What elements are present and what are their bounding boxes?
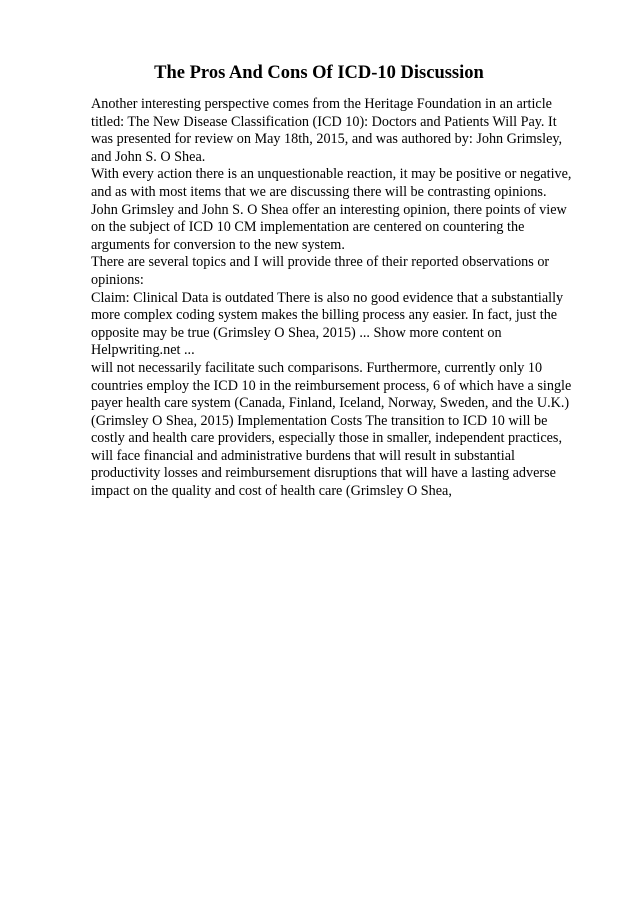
body-line: opinions: bbox=[91, 271, 144, 288]
body-line: (Grimsley O Shea, 2015) Implementation Costs The transition to ICD 10 will be bbox=[91, 412, 548, 429]
body-line: productivity losses and reimbursement disruptions that will have a lasting adverse bbox=[91, 465, 556, 482]
document-body bbox=[91, 96, 591, 501]
body-line: arguments for conversion to the new system. bbox=[91, 236, 345, 253]
body-line: and as with most items that we are discussing there will be contrasting opinions. bbox=[91, 183, 547, 200]
body-line: costly and health care providers, especially those in smaller, independent practices, bbox=[91, 430, 562, 447]
body-line: payer health care system (Canada, Finland, Iceland, Norway, Sweden, and the U.K.) bbox=[91, 395, 570, 412]
body-line: John Grimsley and John S. O Shea offer an interesting opinion, there points of view bbox=[91, 201, 567, 218]
body-line: on the subject of ICD 10 CM implementation are centered on countering the bbox=[91, 219, 525, 236]
document-title: The Pros And Cons Of ICD-10 Discussion bbox=[154, 63, 484, 83]
body-line: Claim: Clinical Data is outdated There is also no good evidence that a substantially bbox=[91, 289, 564, 306]
body-line: will not necessarily facilitate such comparisons. Furthermore, currently only 10 bbox=[91, 359, 543, 376]
body-line: countries employ the ICD 10 in the reimbursement process, 6 of which have a single bbox=[91, 377, 572, 394]
body-line: and John S. O Shea. bbox=[91, 148, 206, 165]
body-line: There are several topics and I will provide three of their reported observations or bbox=[91, 254, 550, 271]
body-line: opposite may be true (Grimsley O Shea, 2015) ... Show more content on bbox=[91, 324, 502, 341]
body-line: will face financial and administrative burdens that will result in substantial bbox=[91, 447, 515, 464]
body-line: more complex coding system makes the billing process any easier. In fact, just the bbox=[91, 307, 558, 324]
body-line: titled: The New Disease Classification (ICD 10): Doctors and Patients Will Pay. It bbox=[91, 113, 557, 130]
body-line: With every action there is an unquestionable reaction, it may be positive or negative, bbox=[91, 166, 572, 183]
body-line: Another interesting perspective comes from the Heritage Foundation in an article bbox=[91, 96, 552, 112]
body-line: was presented for review on May 18th, 2015, and was authored by: John Grimsley, bbox=[91, 131, 563, 148]
body-line: Helpwriting.net ... bbox=[91, 342, 195, 359]
body-line: impact on the quality and cost of health care (Grimsley O Shea, bbox=[91, 483, 452, 500]
